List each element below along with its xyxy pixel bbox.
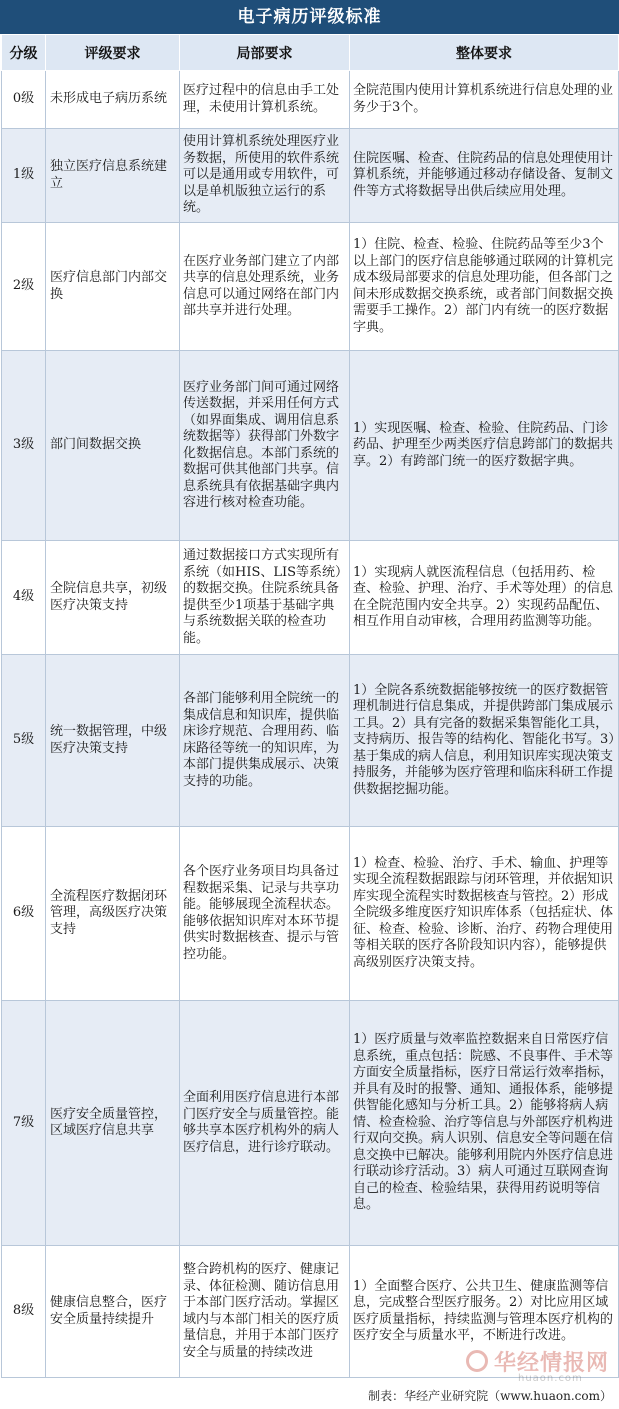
header-rating: 评级要求: [46, 35, 180, 71]
header-level: 分级: [2, 35, 46, 71]
cell-overall: 1）全面整合医疗、公共卫生、健康监测等信息，完成整合型医疗服务。2）对比应用区域医疗质量指标，持续监测与管理本医疗机构的医疗安全与质量水平，不断进行改进。: [350, 1246, 619, 1378]
cell-overall: 住院医嘱、检查、住院药品的信息处理使用计算机系统，并能够通过移动存储设备、复制文件等方式将数据导出供后续应用处理。: [350, 129, 619, 223]
table-title: 电子病历评级标准: [0, 0, 619, 34]
table-row: [2, 827, 619, 1001]
cell-local: 医疗业务部门间可通过网络传送数据，并采用任何方式（如界面集成、调用信息系统数据等）获得部门外数字化数据信息。本部门系统的数据可供其他部门共享。信息系统具有依据基础字典内容进行核对检查功能。: [180, 351, 350, 541]
cell-local: 通过数据接口方式实现所有系统（如HIS、LIS等系统）的数据交换。住院系统具备提供至少1项基于基础字典与系统数据关联的检查功能。: [180, 541, 350, 655]
cell-overall: 1）医疗质量与效率监控数据来自日常医疗信息系统，重点包括：院感、不良事件、手术等方面安全质量指标，医疗日常运行效率指标，并具有及时的报警、通知、通报体系，能够提供智能化感知与分析工具。2）能够将病人病情、检查检验、治疗等信息与外部医疗机构进行双向交换。病人识别、信息安全等问题在信息交换中已解决。能够利用院内外医疗信息进行联动诊疗活动。3）病人可通过互联网查询自己的检查、检验结果，获得用药说明等信息。: [350, 1001, 619, 1246]
cell-rating: 统一数据管理，中级医疗决策支持: [46, 655, 180, 827]
header-local: 局部要求: [180, 35, 350, 71]
cell-rating: 独立医疗信息系统建立: [46, 129, 180, 223]
cell-rating: 医疗安全质量管控，区域医疗信息共享: [46, 1001, 180, 1246]
cell-level: 8级: [2, 1246, 46, 1378]
table-row: [2, 655, 619, 827]
cell-local: 在医疗业务部门建立了内部共享的信息处理系统，业务信息可以通过网络在部门内部共享并进行处理。: [180, 223, 350, 351]
cell-rating: 全流程医疗数据闭环管理，高级医疗决策支持: [46, 827, 180, 1001]
cell-local: 使用计算机系统处理医疗业务数据，所使用的软件系统可以是通用或专用软件，可以是单机版独立运行的系统。: [180, 129, 350, 223]
cell-rating: 全院信息共享，初级医疗决策支持: [46, 541, 180, 655]
table-row: [2, 1001, 619, 1246]
watermark-url: huaon.com: [518, 1373, 583, 1384]
table-header-row: [2, 35, 619, 71]
cell-local: 全面利用医疗信息进行本部门医疗安全与质量管控。能够共享本医疗机构外的病人医疗信息，进行诊疗联动。: [180, 1001, 350, 1246]
cell-overall: 全院范围内使用计算机系统进行信息处理的业务少于3个。: [350, 71, 619, 129]
cell-overall: 1）实现病人就医流程信息（包括用药、检查、检验、护理、治疗、手术等处理）的信息在全院范围内安全共享。2）实现药品配伍、相互作用自动审核，合理用药监测等功能。: [350, 541, 619, 655]
cell-rating: 健康信息整合，医疗安全质量持续提升: [46, 1246, 180, 1378]
table-row: [2, 1246, 619, 1378]
cell-local: 整合跨机构的医疗、健康记录、体征检测、随访信息用于本部门医疗活动。掌握区域内与本部门相关的医疗质量信息，并用于本部门医疗安全与质量的持续改进: [180, 1246, 350, 1378]
table-row: [2, 351, 619, 541]
cell-level: 5级: [2, 655, 46, 827]
cell-rating: 部门间数据交换: [46, 351, 180, 541]
watermark-name: 华经情报网: [494, 1351, 610, 1376]
cell-overall: 1）全院各系统数据能够按统一的医疗数据管理机制进行信息集成，并提供跨部门集成展示工具。2）具有完备的数据采集智能化工具，支持病历、报告等的结构化、智能化书写。3）基于集成的病人信息，利用知识库实现决策支持服务，并能够为医疗管理和临床科研工作提供数据挖掘功能。: [350, 655, 619, 827]
cell-overall: 1）检查、检验、治疗、手术、输血、护理等实现全流程数据跟踪与闭环管理，并依据知识库实现全流程实时数据核查与管控。2）形成全院级多维度医疗知识库体系（包括症状、体征、检查、检验、诊断、治疗、药物合理使用等相关联的医疗各阶段知识内容），能够提供高级别医疗决策支持。: [350, 827, 619, 1001]
table-row: [2, 129, 619, 223]
cell-rating: 未形成电子病历系统: [46, 71, 180, 129]
rating-standard-table: [1, 34, 619, 1378]
cell-local: 医疗过程中的信息由手工处理，未使用计算机系统。: [180, 71, 350, 129]
cell-level: 3级: [2, 351, 46, 541]
table-row: [2, 223, 619, 351]
header-overall: 整体要求: [350, 35, 619, 71]
source-note: 制表：华经产业研究院（www.huaon.com）: [368, 1389, 612, 1403]
cell-level: 1级: [2, 129, 46, 223]
cell-level: 0级: [2, 71, 46, 129]
cell-level: 6级: [2, 827, 46, 1001]
cell-level: 4级: [2, 541, 46, 655]
cell-overall: 1）住院、检查、检验、住院药品等至少3个以上部门的医疗信息能够通过联网的计算机完成本级局部要求的信息处理功能，但各部门之间未形成数据交换系统，或者部门间数据交换需要手工操作。2）部门内有统一的医疗数据字典。: [350, 223, 619, 351]
table-row: [2, 541, 619, 655]
cell-overall: 1）实现医嘱、检查、检验、住院药品、门诊药品、护理至少两类医疗信息跨部门的数据共享。2）有跨部门统一的医疗数据字典。: [350, 351, 619, 541]
cell-rating: 医疗信息部门内部交换: [46, 223, 180, 351]
table-row: [2, 71, 619, 129]
cell-level: 2级: [2, 223, 46, 351]
cell-local: 各部门能够利用全院统一的集成信息和知识库，提供临床诊疗规范、合理用药、临床路径等统一的知识库，为本部门提供集成展示、决策支持的功能。: [180, 655, 350, 827]
cell-level: 7级: [2, 1001, 46, 1246]
cell-local: 各个医疗业务项目均具备过程数据采集、记录与共享功能。能够展现全流程状态。能够依据知识库对本环节提供实时数据核查、提示与管控功能。: [180, 827, 350, 1001]
